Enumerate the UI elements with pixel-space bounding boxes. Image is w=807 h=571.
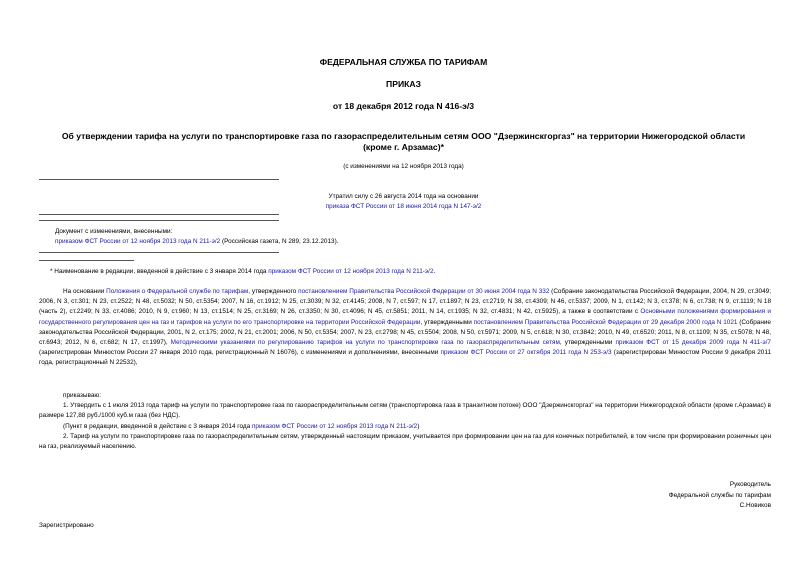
signature-line-1: Руководитель [729,481,771,488]
divider [39,214,279,215]
agency-heading: ФЕДЕРАЛЬНАЯ СЛУЖБА ПО ТАРИФАМ [319,57,488,67]
order-intro: приказываю: [63,392,101,399]
date-number-heading: от 18 декабря 2012 года N 416-э/3 [332,101,475,111]
basis-paragraph [39,287,771,369]
document-title: Об утверждении тарифа на услуги по транспортировке газа по газораспределительным сетям ООО "Дзержинскгоргаз" на территории Нижегородской области (кроме г. Арзамас)* [61,131,746,152]
divider [39,179,279,180]
order-item-2: 2. Тариф на услуги по транспортировке газа по газораспределительным сетям, утвержденный настоящим приказом, учитывается при формировании цен на газ для конечных потребителей, в том числе при формировании розничных цен на газ, реализуемый населению. [39,432,771,451]
basis-text: , утвержденными [420,318,474,326]
doc-changes-link[interactable]: приказом ФСТ России от 12 ноября 2013 года N 211-э/2 [55,237,221,245]
doc-changes-intro: Документ с изменениями, внесенными: [55,228,173,235]
order-253-link[interactable]: приказом ФСТ России от 27 октября 2011 года N 253-э/3 [440,349,612,357]
regulation-fst-link[interactable]: Положения о Федеральной службе по тарифам [106,288,249,295]
order-item-1: 1. Утвердить с 1 июля 2013 года тариф на услуги по транспортировке газа по газораспределительным сетям (транспортировка газа в транзитном потоке) ООО "Дзержинскгоргаз" на территории Нижегородской области (кроме г.Арзамас) в размере 127,88 руб./1000 куб.м газа (без НДС). [39,402,771,420]
doc-changes-line [55,237,338,247]
changes-note: (с изменениями на 12 ноября 2013 года) [343,163,464,170]
doc-changes-block [55,227,338,246]
footnote-divider [39,260,134,261]
lost-force-text: Утратил силу с 26 августа 2014 года на основании [328,193,479,200]
note-end: ) [417,422,420,430]
registered-label: Зарегистрировано [39,522,94,529]
divider [39,252,279,253]
order-section [39,391,771,452]
resolution-332-link[interactable]: постановлением Правительства Российской Федерации от 30 июня 2004 года N 332 [298,288,550,295]
basis-text: На основании [63,288,107,295]
basis-text: , утвержденными [559,339,616,347]
footnote [50,268,435,275]
basis-text: , утвержденного [248,288,299,295]
footnote-end: . [433,268,436,275]
order-411-link[interactable]: приказом ФСТ от 15 декабря 2009 года N 411-э/7 [615,339,771,347]
basis-text: (Собрание законодательства Российской Федерации, 2001, N 2, ст.175; 2002, N 21, ст.2001; 2006, N 50, ст.5354; 2007, N 23, ст.2798; N 45, ст.5504; 2008, N 50, ст.5971; 2009, N 5, ст.618; N 30, ст.3842; 2010, N 49, ст.6520; 2011, N 8, ст.1109; N 35, ст.5078; N 48, ст.6943; 2012, N 6, ст.682; N 17, ст.1997), [39,318,771,347]
signature-line-2: Федеральной службы по тарифам [668,491,771,499]
lost-force-link[interactable]: приказа ФСТ России от 18 июня 2014 года N 147-э/2 [325,203,482,210]
basis-text: (зарегистрирован Минюстом России 9 декабря 2011 года, регистрационный N 22532), [39,349,771,367]
divider [39,220,279,221]
resolution-1021-link[interactable]: постановлением Правительства Российской Федерации от 29 декабря 2000 года N 1021 [473,318,738,326]
order-211-link[interactable]: приказом ФСТ России от 12 ноября 2013 года N 211-э/2 [251,422,418,430]
document-type-heading: ПРИКАЗ [386,79,421,89]
basic-provisions-link[interactable]: Основными положениями формирования и государственного регулирования цен на газ и тарифов на услуги по его транспортировке на территории Российской Федерации [39,308,771,326]
doc-changes-source: (Российская газета, N 289, 23.12.2013). [220,237,339,245]
methodical-guidelines-link[interactable]: Методическими указаниями по регулированию тарифов на услуги по транспортировке газа по газораспределительным сетям [170,339,560,347]
note-text: (Пункт в редакции, введенной в действие с 3 января 2014 года [63,422,252,430]
footnote-link[interactable]: приказом ФСТ России от 12 ноября 2013 года N 211-э/2 [268,268,434,275]
basis-text: (Собрание законодательства Российской Федерации, 2004, N 29, ст.3049; 2006, N 3, ст.301; N 23, ст.2522; N 48, ст.5032; N 50, ст.5354; 2007, N 16, ст.1912; N 25, ст.3039; N 32, ст.4145; 2008, N 7, ст.597; N 17, ст.1897; N 23, ст.2719; N 38, ст.4309; N 46, ст.5337; 2009, N 1, ст.142; N 3, ст.378; N 6, ст.738; N 9, ст.1119; N 18 (часть 2), ст.2249; N 33, ст.4086; 2010, N 9, ст.960; N 13, ст.1514; N 25, ст.3169; N 26, ст.3350; N 30, ст.4096; N 45, ст.5851; 2011, N 14, ст.1935; N 32, ст.4831; N 42, ст.5925), а также в соответствии с [39,288,771,316]
order-item-1-note [39,422,771,432]
lost-force-note [0,192,807,212]
basis-text: (зарегистрирован Минюстом России 27 января 2010 года, регистрационный N 16076), с изменениями и дополнениями, внесенными [39,349,441,357]
footnote-text: * Наименование в редакции, введенной в действие с 3 января 2014 года [50,268,269,275]
signature-line-3: С.Новиков [739,502,771,509]
signature-block [669,480,771,512]
